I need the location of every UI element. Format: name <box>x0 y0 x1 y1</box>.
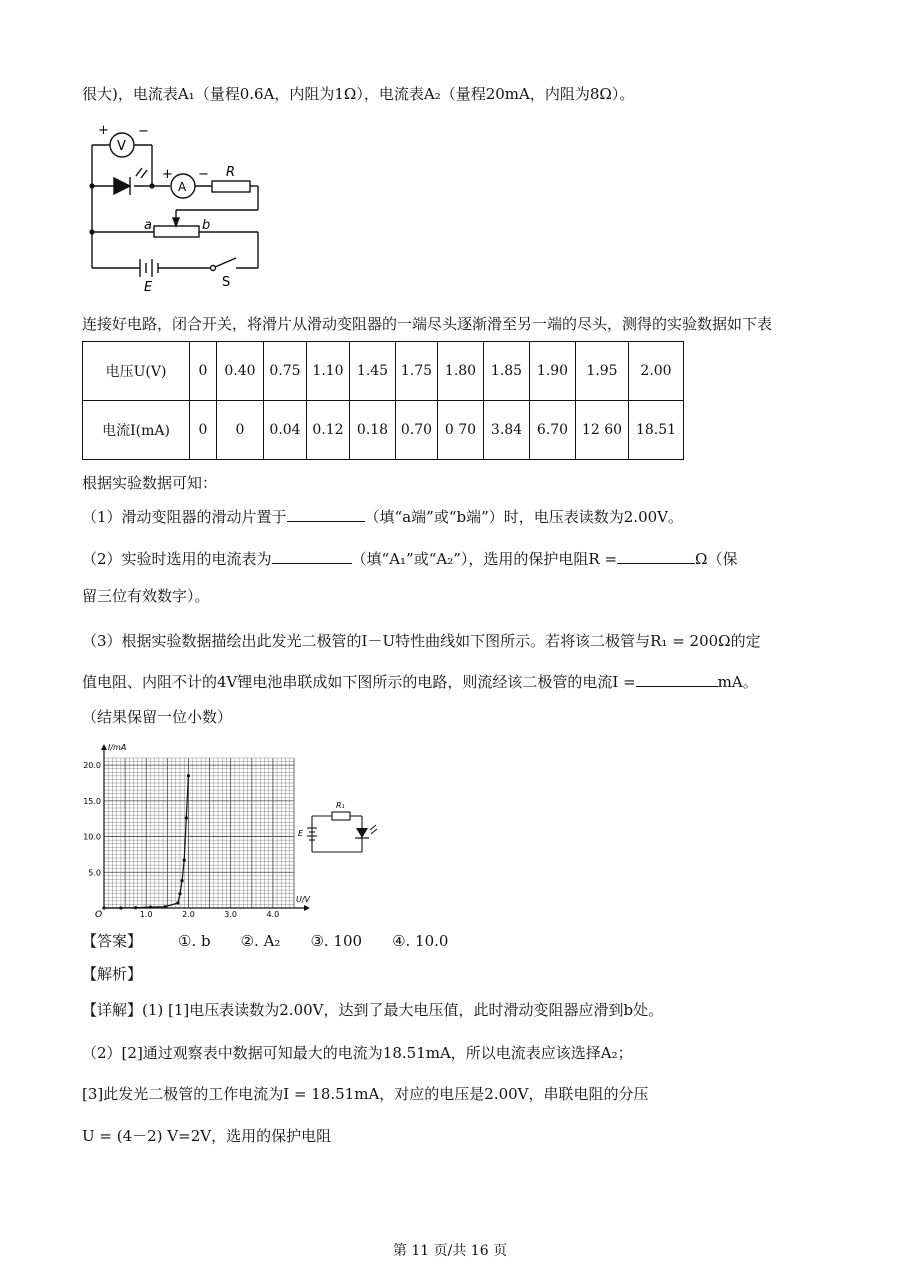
svg-text:−: − <box>198 167 209 182</box>
data-point <box>164 905 167 908</box>
answer-label: 【答案】 <box>82 932 143 950</box>
data-point <box>178 892 181 895</box>
question-3: （3）根据实验数据描绘出此发光二极管的I－U特性曲线如下图所示。若将该二极管与R₁ = 200Ω的定 <box>82 632 761 650</box>
question-2: （2）实验时选用的电流表为 （填“A₁”或“A₂”），选用的保护电阻R = Ω（保 <box>82 547 737 570</box>
current-header: 电流I(mA) <box>83 401 190 460</box>
table-cell: 18.51 <box>629 401 684 460</box>
analysis-label: 【解析】 <box>82 965 143 983</box>
data-point <box>181 879 184 882</box>
data-point <box>176 901 179 904</box>
svg-text:b: b <box>202 218 211 233</box>
circuit-diagram <box>82 118 272 296</box>
data-point <box>149 906 152 909</box>
svg-text:S: S <box>222 275 231 290</box>
y-tick-label: 15.0 <box>83 796 101 806</box>
table-cell: 1.10 <box>307 342 350 401</box>
table-cell: 0.75 <box>264 342 307 401</box>
svg-text:E: E <box>298 829 304 838</box>
table-cell: 0.18 <box>350 401 396 460</box>
x-axis-label: U/V <box>296 895 311 904</box>
table-cell: 0.12 <box>307 401 350 460</box>
table-cell: 1.95 <box>576 342 629 401</box>
table-cell: 0.40 <box>217 342 264 401</box>
data-point <box>119 906 122 909</box>
data-point <box>102 906 105 909</box>
data-table <box>82 341 684 460</box>
data-point <box>183 859 186 862</box>
answer-3: ③. 100 <box>310 932 363 950</box>
table-cell: 1.75 <box>396 342 438 401</box>
x-axis-arrow <box>304 905 310 911</box>
answer-blank <box>287 505 365 522</box>
intro-text: 很大)，电流表A₁（量程0.6A，内阻为1Ω），电流表A₂（量程20mA，内阻为8Ω）。 <box>82 85 635 103</box>
data-point <box>185 816 188 819</box>
question-2-cont: 留三位有效数字）。 <box>82 587 210 605</box>
table-cell: 1.85 <box>484 342 530 401</box>
x-tick-label: 2.0 <box>182 910 195 918</box>
svg-text:V: V <box>117 139 126 154</box>
detail-3: [3]此发光二极管的工作电流为I = 18.51mA，对应的电压是2.00V，串联电阻的分压 <box>82 1085 649 1103</box>
question-3-cont: 值电阻、内阻不计的4V锂电池串联成如下图所示的电路，则流经该二极管的电流I = mA。 <box>82 670 758 693</box>
detail-2: （2）[2]通过观察表中数据可知最大的电流为18.51mA，所以电流表应该选择A₂； <box>82 1044 633 1062</box>
x-tick-label: 4.0 <box>266 910 280 918</box>
table-cell: 6.70 <box>530 401 576 460</box>
question-1: （1）滑动变阻器的滑动片置于 （填“a端”或“b端”）时，电压表读数为2.00V。 <box>82 505 683 528</box>
table-row <box>83 401 684 460</box>
detail-1: 【详解】(1) [1]电压表读数为2.00V，达到了最大电压值，此时滑动变阻器应滑到b处。 <box>82 1001 664 1019</box>
table-cell: 1.90 <box>530 342 576 401</box>
svg-text:+: + <box>98 123 109 138</box>
x-tick-label: 1.0 <box>139 910 153 918</box>
table-cell: 12 60 <box>576 401 629 460</box>
table-cell: 0 <box>217 401 264 460</box>
x-tick-label: 3.0 <box>224 910 238 918</box>
question-3-note: （结果保留一位小数） <box>82 708 233 726</box>
table-cell: 0 <box>190 342 217 401</box>
table-cell: 1.45 <box>350 342 396 401</box>
connect-text: 连接好电路，闭合开关，将滑片从滑动变阻器的一端尽头逐渐滑至另一端的尽头，测得的实验数据如下表 <box>82 315 773 333</box>
page-footer: 第 11 页/共 16 页 <box>392 1243 508 1259</box>
answer-1: ①. b <box>178 932 211 950</box>
data-point <box>134 906 137 909</box>
according-text: 根据实验数据可知： <box>82 474 218 492</box>
answer-2: ②. A₂ <box>240 932 281 950</box>
table-cell: 3.84 <box>484 401 530 460</box>
answer-line <box>82 930 448 952</box>
table-cell: 0 <box>190 401 217 460</box>
svg-text:−: − <box>138 124 149 139</box>
chart-grid <box>104 758 294 908</box>
table-row <box>83 342 684 401</box>
resistor-icon <box>212 181 250 192</box>
svg-text:A: A <box>178 180 187 194</box>
svg-text:a: a <box>144 218 152 233</box>
answer-blank <box>617 547 695 564</box>
led-icon <box>356 828 368 838</box>
y-tick-label: 20.0 <box>83 761 101 771</box>
y-axis-label: I/mA <box>108 743 127 752</box>
origin-label: O <box>95 910 103 918</box>
table-cell: 1.80 <box>438 342 484 401</box>
table-cell: 0.70 <box>396 401 438 460</box>
led-icon <box>114 178 130 194</box>
answer-blank <box>636 670 718 687</box>
detail-4: U = (4－2) V=2V，选用的保护电阻 <box>82 1127 332 1145</box>
svg-text:E: E <box>144 280 153 295</box>
y-axis-arrow <box>101 744 107 750</box>
chart-axes <box>101 744 310 911</box>
svg-text:+: + <box>162 167 173 182</box>
switch-icon <box>215 258 236 267</box>
r1-resistor-icon <box>332 812 350 820</box>
answer-blank <box>272 547 352 564</box>
answer-4: ④. 10.0 <box>392 932 449 950</box>
table-cell: 0 70 <box>438 401 484 460</box>
voltage-header: 电压U(V) <box>83 342 190 401</box>
svg-text:R₁: R₁ <box>336 801 345 810</box>
rheostat-icon <box>154 226 199 237</box>
data-point <box>187 774 190 777</box>
series-circuit-diagram <box>292 798 382 858</box>
table-cell: 2.00 <box>629 342 684 401</box>
svg-text:R: R <box>226 165 236 180</box>
y-tick-label: 5.0 <box>88 868 101 878</box>
table-cell: 0.04 <box>264 401 307 460</box>
y-tick-label: 10.0 <box>83 832 101 842</box>
